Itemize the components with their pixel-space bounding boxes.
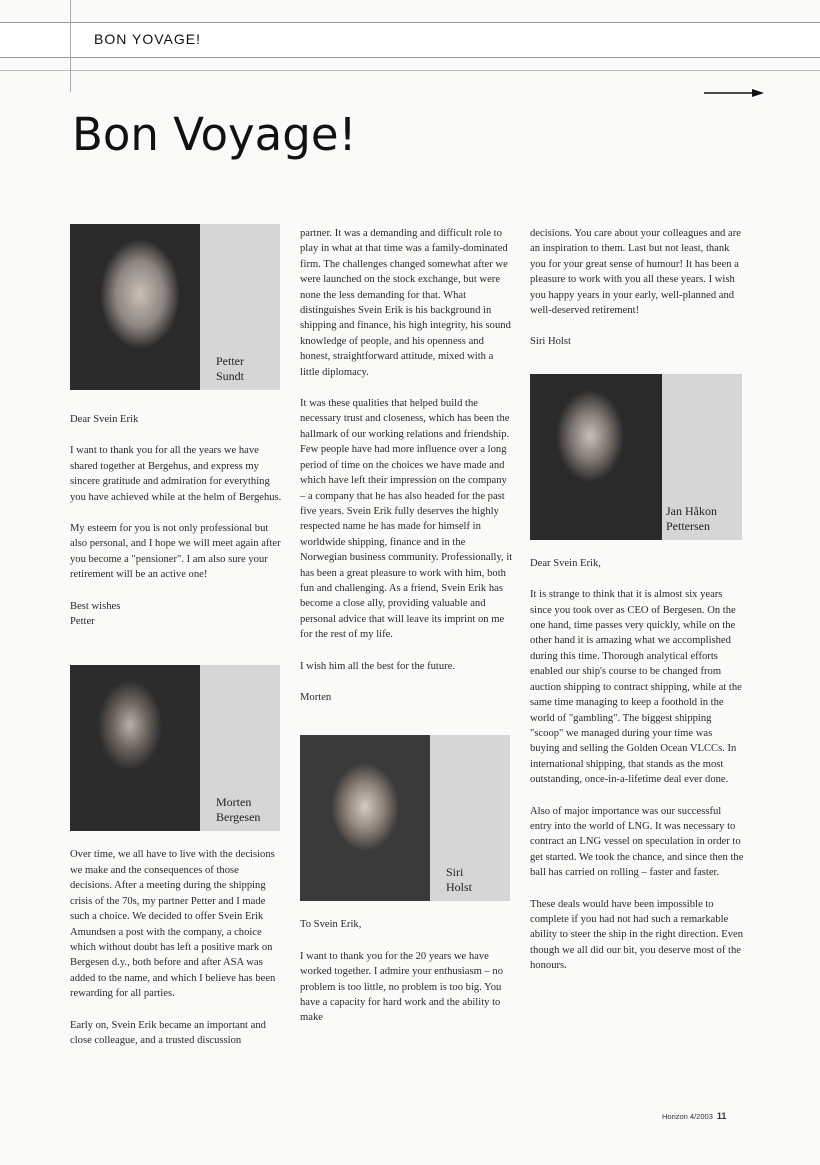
photo-caption: Jan Håkon Pettersen [666,503,717,533]
paragraph: decisions. You care about your colleagues and are an inspiration to them. Last but not least, thank you for your great sense of humour! It has been a pleasure to work with you all these years. I wish you happy years in your early, well-planned and well-deserved retirement! [530,228,741,317]
page-title: Bon Voyage! [72,108,357,161]
issue-label: Horizon 4/2003 [662,1112,713,1121]
portrait-image [70,665,200,831]
paragraph: It was these qualities that helped build the necessary trust and closeness, which has been the hallmark of our working relations and friendship. Few people have had more influence over a long period of time on the choices we have made and which have left their impression on the company – a company that he has also headed for the past five years. Svein Erik fully deserves the highly respected name he has made for himself in worldwide shipping, finance and in the Norwegian business community. Professionally, it has been a great pleasure to work with him, both fun and challenging. As a friend, Svein Erik has become a close ally, providing valuable and personal advice that will leave its imprint on me for the rest of my life. [300,398,513,641]
photo-petter-sundt [70,224,280,390]
photo-morten-bergesen [70,665,280,831]
page-number: 11 [716,1111,727,1121]
column-2 [300,226,514,1042]
page-footer [662,1111,726,1121]
paragraph: My esteem for you is not only professional but also personal, and I hope we will meet again after you become a "pensioner". I am also sure your retirement will be an active one! [70,523,281,581]
header-rule [0,70,820,71]
photo-siri-holst [300,735,510,901]
paragraph: I want to thank you for the 20 years we have worked together. I admire your enthusiasm – no problem is too little, no problem is too big. You have a capacity for hard work and the ability to make [300,950,503,1024]
paragraph: To Svein Erik, [300,919,362,931]
paragraph: Dear Svein Erik, [530,557,601,569]
paragraph: These deals would have been impossible to complete if you had not had such a remarkable ability to steer the ship in the right direction. Even though we all did our bit, you deserve most of the honours. [530,898,744,972]
running-title: BON YOVAGE! [94,31,201,47]
column-3 [530,226,744,990]
portrait-image [300,735,430,901]
photo-jan-hakon-pettersen [530,374,742,540]
paragraph: Also of major importance was our successful entry into the world of LNG. It was necessary to contract an LNG vessel on speculation in order to get started. We took the chance, and since then the ball has carried on rolling – faster and faster. [530,805,744,879]
paragraph: Early on, Svein Erik became an important and close colleague, and a trusted discussion [70,1019,266,1046]
photo-caption: Petter Sundt [216,354,245,383]
photo-caption: Morten Bergesen [216,795,261,825]
paragraph: Best wishes Petter [70,600,121,628]
column-1 [70,224,282,1064]
paragraph: Morten [300,691,332,703]
paragraph: Dear Svein Erik [70,414,139,425]
paragraph: Over time, we all have to live with the decisions we make and the consequences of those decisions. After a meeting during the shipping crisis of the 70s, my partner Petter and I made such a choice. We decided to offer Svein Erik Amundsen a post with the company, a choice which without doubt has left a positive mark on Bergesen d.y., both before and after ASA was added to the name, and which I believe has been rewarding for all parties. [70,849,276,1000]
header-vertical-rule [70,0,71,92]
photo-caption: Siri Holst [446,865,473,895]
paragraph: partner. It was a demanding and difficult role to play in what at that time was a family-dominated firm. The challenges changed somewhat after we were launched on the stock exchange, but were none the less demanding for that. What distinguishes Svein Erik is his background in shipping and finance, his high integrity, his sound knowledge of people, and his openness and honest, straightforward attitude, mixed with a little diplomacy. [300,228,511,378]
paragraph: I want to thank you for all the years we have shared together at Bergehus, and express my sincere gratitude and admiration for everything you have achieved while at the helm of Bergehus. [70,445,282,503]
paragraph: Siri Holst [530,336,571,348]
paragraph: I wish him all the best for the future. [300,660,456,672]
arrow-right-icon [704,86,764,100]
portrait-image [530,374,662,540]
paragraph: It is strange to think that it is almost six years since you took over as CEO of Bergesen. On the one hand, time passes very quickly, while on the other hand it is amazing what we accomplished during this time. Thorough analytical efforts enabled our ship's course to be changed from auction shipping to contract shipping, while at the same time managing to keep a foothold in the world of "gambling". The biggest shipping "scoop" we managed during your time was buying and selling the Golden Ocean VLCCs. In international shipping, that stands as the most outstanding, once-in-a-lifetime deal ever done. [530,589,742,786]
portrait-image [70,224,200,390]
